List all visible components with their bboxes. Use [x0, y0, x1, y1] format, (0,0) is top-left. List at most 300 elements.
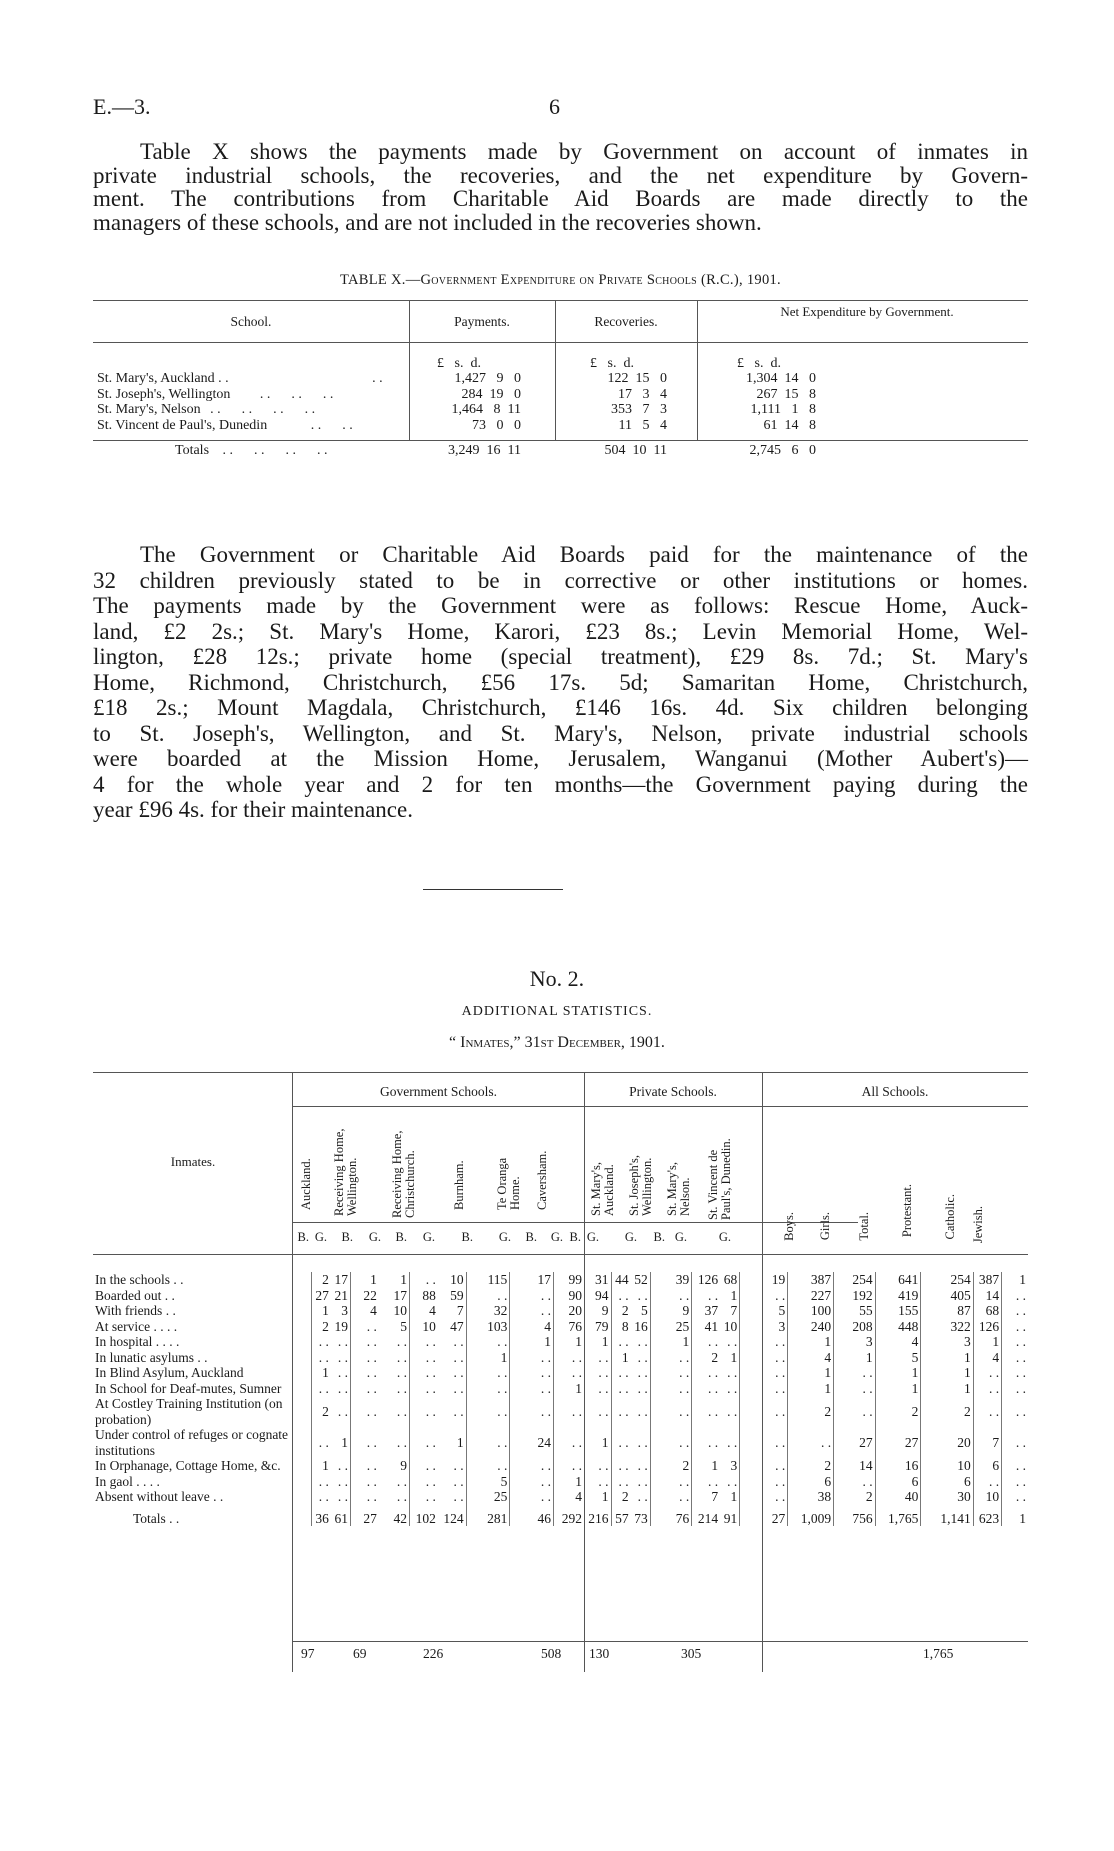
payments-value: 1,427 9 0 — [454, 371, 521, 386]
cell-value: 14 — [973, 1288, 1001, 1304]
school-header: St. Mary's, Nelson. — [665, 1162, 692, 1216]
cell-value: 281 — [466, 1505, 510, 1527]
cell-value: . . — [637, 1380, 648, 1396]
cell-value: . . — [650, 1474, 691, 1490]
cell-value: 292 — [553, 1505, 584, 1527]
cell-value: 1 — [788, 1334, 834, 1350]
cell-value: . . — [409, 1427, 437, 1458]
cell-value: . . — [453, 1349, 464, 1365]
cell-value: 73 — [634, 1510, 648, 1526]
cell-value: 7 — [730, 1303, 738, 1318]
cell-value: 5 — [641, 1303, 648, 1318]
cell-value: 1 — [400, 1272, 407, 1287]
cell-value: . . — [973, 1474, 1001, 1490]
cell-value: . . — [740, 1458, 788, 1474]
cell-value: . . — [311, 1474, 331, 1490]
cell-value: 61 — [334, 1510, 349, 1526]
school-name: St. Vincent de Paul's, Dunedin . . . . — [97, 417, 353, 433]
table-row — [93, 1303, 1028, 1319]
cell-value: . . — [1002, 1319, 1028, 1335]
cell-value: . . — [553, 1350, 584, 1366]
cell-value: 1 — [692, 1458, 720, 1474]
cell-value: 20 — [921, 1427, 973, 1458]
cell-value: . . — [351, 1334, 379, 1350]
cell-value: . . — [337, 1380, 349, 1396]
cell-value: . . — [1002, 1303, 1028, 1319]
table-x-header-school: School. — [230, 314, 272, 329]
cell-value: . . — [740, 1288, 788, 1304]
cell-value: . . — [740, 1474, 788, 1490]
para2-line: The Government or Charitable Aid Boards paid for the maintenance of the — [140, 542, 1028, 567]
totals-label: Totals . . — [133, 1510, 180, 1526]
cell-value: . . — [637, 1473, 648, 1489]
cell-value: . . — [740, 1489, 788, 1505]
cell-value: 1 — [601, 1334, 609, 1349]
cell-value: 9 — [601, 1303, 609, 1318]
cell-value: . . — [337, 1365, 349, 1380]
cell-value: . . — [740, 1334, 788, 1350]
subtotal: 97 — [301, 1646, 315, 1661]
cell-value: 1 — [834, 1350, 875, 1366]
table-row — [93, 1272, 1028, 1288]
page-ref: E.—3. — [93, 94, 151, 119]
cell-value: . . — [637, 1365, 648, 1380]
cell-value: 30 — [921, 1489, 973, 1505]
cell-value: . . — [396, 1380, 407, 1396]
cell-value: 2 — [611, 1303, 631, 1319]
cell-value: 27 — [875, 1427, 921, 1458]
row-label: At service . . . . — [95, 1318, 178, 1334]
cell-value: . . — [598, 1349, 609, 1365]
cell-value: 16 — [634, 1318, 648, 1334]
cell-value: 1 — [788, 1381, 834, 1397]
table-x — [93, 300, 1028, 458]
totals-payments: 3,249 16 11 — [448, 443, 521, 458]
cell-value: . . — [396, 1365, 407, 1380]
cell-value: . . — [553, 1427, 584, 1458]
cell-value: 227 — [788, 1288, 834, 1304]
cell-value: 1 — [553, 1474, 584, 1490]
cell-value: . . — [650, 1427, 691, 1458]
cell-value: 4 — [973, 1350, 1001, 1366]
cell-value: 1,765 — [875, 1505, 921, 1527]
cell-value: 10 — [723, 1318, 738, 1334]
cell-value: . . — [727, 1434, 738, 1450]
cell-value: . . — [409, 1396, 437, 1427]
school-header: Auckland. — [299, 1158, 313, 1210]
cell-value: 41 — [692, 1319, 720, 1335]
cell-value: 1 — [466, 1350, 510, 1366]
cell-value: . . — [598, 1380, 609, 1396]
cell-value: 1 — [730, 1349, 738, 1365]
cell-value: 10 — [973, 1489, 1001, 1505]
cell-value: 10 — [921, 1458, 973, 1474]
table-x-header-recoveries: Recoveries. — [594, 314, 658, 329]
cell-value: 59 — [450, 1287, 464, 1303]
cell-value: . . — [611, 1427, 631, 1458]
cell-value: 214 — [692, 1505, 720, 1527]
cell-value: . . — [1002, 1427, 1028, 1458]
cell-value: . . — [598, 1473, 609, 1489]
group-all: All Schools. — [861, 1084, 929, 1099]
cell-value: 3 — [834, 1334, 875, 1350]
cell-value: 1 — [730, 1489, 738, 1504]
cell-value: 6 — [788, 1474, 834, 1490]
cell-value: 2 — [311, 1272, 331, 1288]
table-row — [93, 1474, 1028, 1490]
cell-value: . . — [311, 1489, 331, 1505]
cell-value: 3 — [341, 1303, 349, 1318]
cell-value: 36 — [311, 1505, 331, 1527]
cell-value: 46 — [510, 1505, 554, 1527]
school-header: Receiving Home, Wellington. — [332, 1128, 359, 1216]
cell-value: . . — [337, 1349, 349, 1365]
cell-value: . . — [637, 1334, 648, 1349]
cell-value: 32 — [466, 1303, 510, 1319]
table-row — [93, 1396, 1028, 1427]
cell-value: 2 — [311, 1319, 331, 1335]
cell-value: . . — [692, 1396, 720, 1427]
cell-value: . . — [1002, 1489, 1028, 1505]
cell-value: . . — [351, 1489, 379, 1505]
table-row — [93, 418, 1028, 434]
inmates-table — [93, 1072, 1028, 1672]
cell-value: . . — [510, 1489, 554, 1505]
row-label: In lunatic asylums . . — [95, 1349, 208, 1365]
cell-value: . . — [692, 1288, 720, 1304]
cell-value: . . — [598, 1365, 609, 1380]
table-x-caption — [93, 272, 1028, 289]
table-row — [93, 1350, 1028, 1366]
cell-value: 79 — [595, 1318, 609, 1334]
cell-value: 2 — [788, 1458, 834, 1474]
cell-value: 623 — [973, 1505, 1001, 1527]
all-header: Girls. — [818, 1212, 832, 1241]
para2-line: land, £2 2s.; St. Mary's Home, Karori, £23 8s.; Levin Memorial Home, Wel- — [93, 618, 1028, 644]
cell-value: . . — [396, 1473, 407, 1489]
cell-value: . . — [311, 1427, 331, 1458]
cell-value: . . — [553, 1396, 584, 1427]
cell-value: 25 — [466, 1489, 510, 1505]
cell-value: 115 — [466, 1272, 510, 1288]
cell-value: . . — [453, 1365, 464, 1380]
cell-value: . . — [466, 1288, 510, 1304]
cell-value: 68 — [723, 1272, 738, 1287]
row-label: Boarded out . . — [95, 1287, 175, 1303]
cell-value: . . — [650, 1350, 691, 1366]
cell-value: . . — [453, 1489, 464, 1504]
cell-value: 22 — [351, 1288, 379, 1304]
cell-value: . . — [740, 1365, 788, 1381]
cell-value: . . — [351, 1365, 379, 1381]
table-row — [93, 1288, 1028, 1304]
net-value: 61 14 8 — [763, 417, 816, 433]
cell-value: . . — [650, 1288, 691, 1304]
cell-value: 1 — [1002, 1505, 1028, 1527]
cell-value: 17 — [393, 1287, 407, 1303]
cell-value: 27 — [311, 1288, 331, 1304]
recoveries-value: 122 15 0 — [607, 371, 667, 386]
cell-value: 99 — [553, 1272, 584, 1288]
cell-value: 27 — [740, 1505, 788, 1527]
cell-value: 76 — [553, 1319, 584, 1335]
cell-value: 5 — [875, 1350, 921, 1366]
cell-value: 9 — [650, 1303, 691, 1319]
row-label: In School for Deaf-mutes, Sumner — [95, 1380, 282, 1396]
cell-value: 1 — [973, 1334, 1001, 1350]
cell-value: 405 — [921, 1288, 973, 1304]
cell-value: 1 — [1002, 1272, 1028, 1288]
cell-value: . . — [692, 1365, 720, 1381]
cell-value: 240 — [788, 1319, 834, 1335]
cell-value: 20 — [553, 1303, 584, 1319]
cell-value: 57 — [611, 1505, 631, 1527]
section-divider — [423, 889, 563, 890]
para2-line: £18 2s.; Mount Magdala, Christchurch, £146 16s. 4d. Six children belonging — [93, 695, 1028, 720]
cell-value: 88 — [409, 1288, 437, 1304]
cell-value: . . — [788, 1427, 834, 1458]
cell-value: . . — [510, 1381, 554, 1397]
table-row — [93, 1427, 1028, 1458]
cell-value: 2 — [611, 1489, 631, 1505]
cell-value: 16 — [875, 1458, 921, 1474]
cell-value: 76 — [650, 1505, 691, 1527]
subtotal: 305 — [681, 1646, 702, 1661]
cell-value: . . — [650, 1396, 691, 1427]
cell-value: . . — [650, 1489, 691, 1505]
cell-value: 448 — [875, 1319, 921, 1335]
cell-value: 52 — [634, 1272, 648, 1287]
cell-value: . . — [466, 1427, 510, 1458]
cell-value: 4 — [875, 1334, 921, 1350]
cell-value: 3 — [740, 1319, 788, 1335]
cell-value: 4 — [510, 1319, 554, 1335]
cell-value: 6 — [921, 1474, 973, 1490]
cell-value: . . — [973, 1365, 1001, 1381]
cell-value: . . — [692, 1381, 720, 1397]
payments-value: 284 19 0 — [461, 386, 521, 402]
cell-value: 208 — [834, 1319, 875, 1335]
cell-value: 1 — [456, 1434, 464, 1450]
cell-value: . . — [637, 1403, 648, 1419]
cell-value: 5 — [400, 1318, 407, 1334]
cell-value: . . — [409, 1489, 437, 1505]
cell-value: 1,141 — [921, 1505, 973, 1527]
intro-line: private industrial schools, the recoveries, and the net expenditure by Govern- — [93, 162, 1028, 188]
cell-value: 24 — [510, 1427, 554, 1458]
second-paragraph — [93, 542, 1028, 823]
cell-value: 387 — [788, 1272, 834, 1288]
cell-value: . . — [692, 1334, 720, 1350]
recoveries-value: 353 7 3 — [611, 402, 667, 417]
cell-value: . . — [409, 1272, 437, 1288]
row-label: In Blind Asylum, Auckland — [95, 1365, 244, 1380]
cell-value: 91 — [723, 1510, 738, 1526]
cell-value: 19 — [334, 1318, 349, 1334]
cell-value: . . — [351, 1474, 379, 1490]
cell-value: 6 — [875, 1474, 921, 1490]
cell-value: 3 — [921, 1334, 973, 1350]
cell-value: . . — [727, 1380, 738, 1396]
row-label: In Orphanage, Cottage Home, &c. — [95, 1458, 281, 1473]
cell-value: 1 — [311, 1458, 331, 1474]
table-row — [93, 1334, 1028, 1350]
intro-paragraph — [93, 140, 1028, 234]
cell-value: . . — [351, 1319, 379, 1335]
cell-value: 1 — [921, 1365, 973, 1381]
cell-value: . . — [311, 1381, 331, 1397]
cell-value: . . — [727, 1473, 738, 1489]
totals-net: 2,745 6 0 — [749, 443, 816, 458]
cell-value: . . — [351, 1396, 379, 1427]
subtotal: 130 — [589, 1646, 610, 1661]
cell-value: 2 — [788, 1396, 834, 1427]
net-value: 267 15 8 — [756, 386, 816, 402]
table-x-caption-prefix: TABLE X.— — [340, 272, 421, 288]
cell-value: 103 — [466, 1319, 510, 1335]
cell-value: 44 — [611, 1272, 631, 1288]
cell-value: 10 — [450, 1272, 464, 1287]
cell-value: 155 — [875, 1303, 921, 1319]
cell-value: 40 — [875, 1489, 921, 1505]
cell-value: . . — [466, 1458, 510, 1474]
cell-value: . . — [553, 1365, 584, 1381]
cell-value: 1 — [553, 1334, 584, 1350]
cell-value: 1 — [351, 1272, 379, 1288]
cell-value: 14 — [834, 1458, 875, 1474]
para2-line: 4 for the whole year and 2 for ten months—the Government paying during the — [93, 771, 1028, 797]
cell-value: . . — [453, 1334, 464, 1349]
cell-value: 192 — [834, 1288, 875, 1304]
cell-value: . . — [1002, 1334, 1028, 1350]
school-header: Caversham. — [535, 1150, 549, 1210]
intro-line: managers of these schools, and are not included in the recoveries shown. — [93, 209, 762, 235]
cell-value: . . — [396, 1403, 407, 1419]
page-number: 6 — [549, 94, 560, 119]
school-header: Burnham. — [452, 1160, 466, 1210]
para2-line: year £96 4s. for their maintenance. — [93, 797, 413, 822]
cell-value: 55 — [834, 1303, 875, 1319]
cell-value: 10 — [409, 1319, 437, 1335]
totals-recoveries: 504 10 11 — [604, 443, 667, 458]
cell-value: . . — [637, 1489, 648, 1504]
cell-value: 17 — [334, 1272, 349, 1287]
cell-value: 1 — [788, 1365, 834, 1381]
cell-value: 1 — [311, 1303, 331, 1319]
cell-value: . . — [834, 1365, 875, 1381]
cell-value: 27 — [834, 1427, 875, 1458]
bg-header-row: B. G. B. G. B. G. B. G. B. G. B. G. G. B. G. G. — [297, 1230, 731, 1244]
cell-value: . . — [611, 1334, 631, 1350]
cell-value: 4 — [351, 1303, 379, 1319]
cell-value: . . — [409, 1365, 437, 1381]
cell-value: 7 — [692, 1489, 720, 1505]
cell-value: . . — [611, 1381, 631, 1397]
cell-value: 7 — [973, 1427, 1001, 1458]
cell-value: 31 — [595, 1272, 609, 1287]
cell-value: . . — [650, 1381, 691, 1397]
cell-value: . . — [409, 1334, 437, 1350]
table-row — [93, 371, 1028, 387]
school-name: St. Joseph's, Wellington . . . . . . — [97, 386, 334, 402]
cell-value: 4 — [409, 1303, 437, 1319]
units-payments: £ s. d. — [437, 356, 481, 371]
cell-value: 1,009 — [788, 1505, 834, 1527]
cell-value: . . — [598, 1403, 609, 1419]
para2-line: Home, Richmond, Christchurch, £56 17s. 5d; Samaritan Home, Christchurch, — [93, 669, 1028, 695]
cell-value: 21 — [334, 1287, 349, 1303]
cell-value: . . — [466, 1381, 510, 1397]
table-row — [93, 1458, 1028, 1474]
cell-value: 1 — [875, 1365, 921, 1381]
row-label: With friends . . — [95, 1303, 176, 1318]
cell-value: 254 — [921, 1272, 973, 1288]
totals-row — [93, 1505, 1028, 1527]
table-row — [93, 1319, 1028, 1335]
cell-value: . . — [337, 1489, 349, 1504]
cell-value: 5 — [466, 1474, 510, 1490]
cell-value: . . — [466, 1334, 510, 1350]
cell-value: . . — [337, 1334, 349, 1349]
cell-value: 38 — [788, 1489, 834, 1505]
payments-value: 1,464 8 11 — [451, 402, 521, 417]
cell-value: . . — [611, 1396, 631, 1427]
cell-value: 19 — [740, 1272, 788, 1288]
cell-value: . . — [727, 1334, 738, 1349]
school-header: Receiving Home, Christchurch. — [390, 1130, 417, 1218]
table-x-header-net: Net Expenditure by Government. — [780, 304, 954, 319]
cell-value: 1 — [730, 1287, 738, 1303]
cell-value: . . — [396, 1489, 407, 1504]
cell-value: . . — [1002, 1288, 1028, 1304]
cell-value: 42 — [393, 1510, 407, 1526]
cell-value: 100 — [788, 1303, 834, 1319]
school-name: St. Mary's, Nelson . . . . . . . . — [97, 402, 316, 417]
cell-value: 1 — [611, 1350, 631, 1366]
cell-value: . . — [510, 1396, 554, 1427]
all-header: Catholic. — [943, 1194, 957, 1240]
cell-value: . . — [650, 1365, 691, 1381]
table-row — [93, 387, 1028, 403]
cell-value: . . — [396, 1334, 407, 1349]
cell-value: 1 — [921, 1381, 973, 1397]
cell-value: . . — [1002, 1474, 1028, 1490]
cell-value: . . — [1002, 1381, 1028, 1397]
table-row — [93, 402, 1028, 418]
row-label: Under control of refuges or cognate institutions — [95, 1427, 289, 1458]
para2-line: to St. Joseph's, Wellington, and St. Mary's, Nelson, private industrial schools — [93, 720, 1028, 746]
cell-value: 387 — [973, 1272, 1001, 1288]
school-name: St. Mary's, Auckland . . . . — [97, 371, 383, 386]
cell-value: . . — [453, 1473, 464, 1489]
cell-value: . . — [1002, 1458, 1028, 1474]
cell-value: . . — [637, 1434, 648, 1450]
school-header: St. Vincent de Paul's, Dunedin. — [706, 1138, 733, 1220]
cell-value: . . — [637, 1349, 648, 1365]
subtotal: 226 — [423, 1646, 444, 1661]
cell-value: . . — [351, 1458, 379, 1474]
cell-value: . . — [337, 1458, 349, 1473]
cell-value: 27 — [351, 1505, 379, 1527]
para2-line: were boarded at the Mission Home, Jerusalem, Wanganui (Mother Aubert's)— — [93, 746, 1028, 771]
school-header: Te Oranga Home. — [495, 1157, 522, 1210]
net-value: 1,111 1 8 — [750, 402, 816, 417]
cell-value: 4 — [788, 1350, 834, 1366]
cell-value: . . — [337, 1473, 349, 1489]
cell-value: 37 — [692, 1303, 720, 1319]
cell-value: . . — [740, 1396, 788, 1427]
recoveries-value: 11 5 4 — [618, 417, 667, 433]
